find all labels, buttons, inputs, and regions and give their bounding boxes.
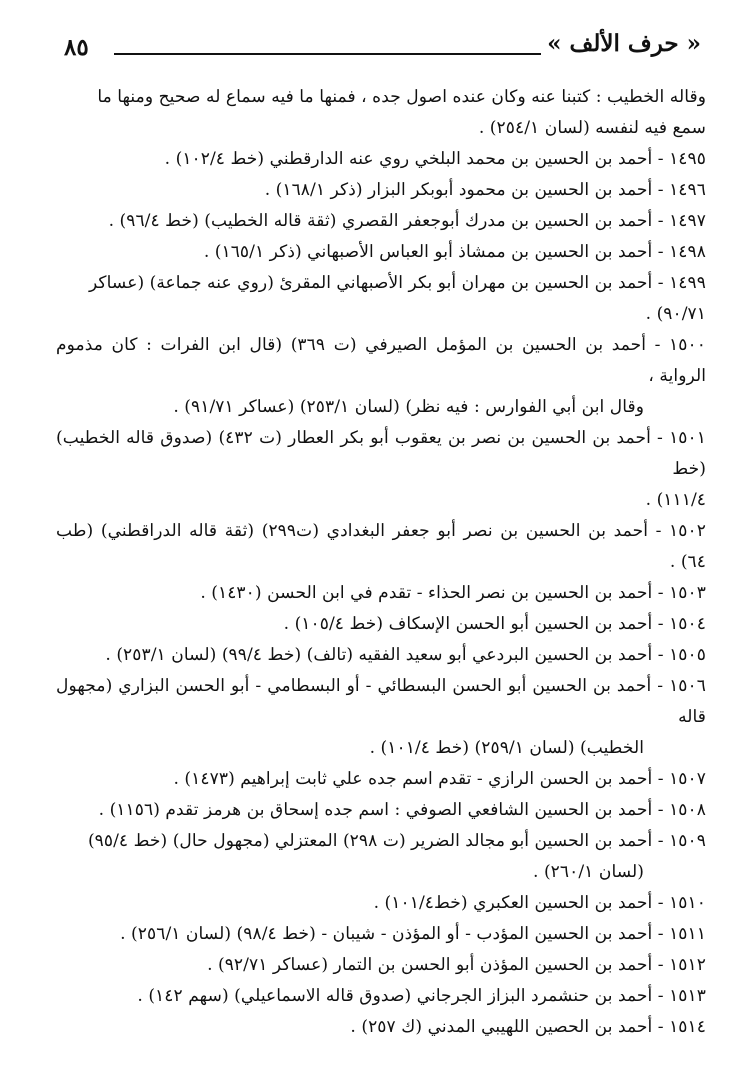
entry-1497 xyxy=(56,206,706,237)
entry-text: ١٥٠٢ - أحمد بن الحسين بن نصر أبو جعفر البغدادي (ت٢٩٩) (ثقة قاله الدراقطني) (طب ٦٤) . xyxy=(56,521,706,572)
entry-continuation: (لسان ٢٦٠/١) . xyxy=(533,862,644,882)
page-number: ٨٥ xyxy=(64,34,89,61)
entry-1509 xyxy=(56,826,706,888)
entry-text: ١٤٩٧ - أحمد بن الحسين بن مدرك أبوجعفر القصري (ثقة قاله الخطيب) (خط ٩٦/٤) . xyxy=(108,211,706,231)
entry-text: ١٥٠٠ - أحمد بن الحسين بن المؤمل الصيرفي (ت ٣٦٩) (قال ابن الفرات : كان مذموم الرواية ، xyxy=(56,335,706,386)
running-head: « حرف الألف » xyxy=(547,30,701,57)
entry-text: ١٥٠١ - أحمد بن الحسين بن نصر بن يعقوب أبو بكر العطار (ت ٤٣٢) (صدوق قاله الخطيب) (خط xyxy=(56,428,706,479)
entry-text: ١٥٠٩ - أحمد بن الحسين أبو مجالد الضرير (ت ٢٩٨) المعتزلي (مجهول حال) (خط ٩٥/٤) xyxy=(87,831,706,851)
entry-1498 xyxy=(56,237,706,268)
header-rule xyxy=(114,53,541,55)
entry-text: ١٥٠٦ - أحمد بن الحسين أبو الحسن البسطائي - أو البسطامي - أبو الحسن البزاري (مجهول قاله xyxy=(56,676,706,727)
entry-continuation: الخطيب) (لسان ٢٥٩/١) (خط ١٠١/٤) . xyxy=(369,738,644,758)
entry-text: ١٤٩٨ - أحمد بن الحسين بن ممشاذ أبو العباس الأصبهاني (ذكر ١٦٥/١) . xyxy=(203,242,706,262)
entry-text: ١٤٩٩ - أحمد بن الحسين بن مهران أبو بكر الأصبهاني المقرئ (روي عنه جماعة) (عساكر xyxy=(88,273,706,293)
entry-text: ١٥١٤ - أحمد بن الحصين اللهيبي المدني (ك ٢٥٧) . xyxy=(350,1017,706,1037)
entry-1501 xyxy=(56,423,706,516)
intro-paragraph xyxy=(56,82,706,144)
entry-text: ١٥٠٧ - أحمد بن الحسن الرازي - تقدم اسم جده علي ثابت إبراهيم (١٤٧٣) . xyxy=(173,769,706,789)
entry-text: ١٥١١ - أحمد بن الحسين المؤدب - أو المؤذن - شيبان - (خط ٩٨/٤) (لسان ٢٥٦/١) . xyxy=(120,924,706,944)
entry-text: ١٥٠٥ - أحمد بن الحسين البردعي أبو سعيد الفقيه (تالف) (خط ٩٩/٤) (لسان ٢٥٣/١) . xyxy=(105,645,706,665)
entry-1496 xyxy=(56,175,706,206)
entry-text: ١٥١٢ - أحمد بن الحسين المؤذن أبو الحسن بن التمار (عساكر ٩٢/٧١) . xyxy=(207,955,706,975)
entry-1507 xyxy=(56,764,706,795)
entry-text: ١٥٠٤ - أحمد بن الحسين أبو الحسن الإسكاف (خط ١٠٥/٤) . xyxy=(283,614,706,634)
entry-text: ١٥٠٨ - أحمد بن الحسين الشافعي الصوفي : اسم جده إسحاق بن هرمز تقدم (١١٥٦) . xyxy=(98,800,706,820)
entry-text: ١٥١٣ - أحمد بن حنشمرد البزاز الجرجاني (صدوق قاله الاسماعيلي) (سهم ١٤٢) . xyxy=(137,986,706,1006)
entry-1503 xyxy=(56,578,706,609)
entry-1505 xyxy=(56,640,706,671)
entry-1500 xyxy=(56,330,706,423)
entry-1514 xyxy=(56,1012,706,1043)
entry-continuation: ١١١/٤) . xyxy=(645,490,706,510)
entry-text: ١٥١٠ - أحمد بن الحسين العكبري (خط١٠١/٤) . xyxy=(373,893,706,913)
entry-1510 xyxy=(56,888,706,919)
entry-1499 xyxy=(56,268,706,330)
entry-1508 xyxy=(56,795,706,826)
entry-text: ١٥٠٣ - أحمد بن الحسين بن نصر الحذاء - تقدم في ابن الحسن (١٤٣٠) . xyxy=(200,583,706,603)
entry-text: ١٤٩٦ - أحمد بن الحسين بن محمود أبوبكر البزار (ذكر ١٦٨/١) . xyxy=(264,180,706,200)
entry-1502 xyxy=(56,516,706,578)
entry-continuation: ٩٠/٧١) . xyxy=(645,304,706,324)
intro-line-2: سمع فيه لنفسه (لسان ٢٥٤/١) . xyxy=(478,118,706,138)
entry-1506 xyxy=(56,671,706,764)
page-body xyxy=(56,82,706,1043)
entry-continuation: وقال ابن أبي الفوارس : فيه نظر) (لسان ٢٥٣/١) (عساكر ٩١/٧١) . xyxy=(173,397,644,417)
intro-line-1: وقاله الخطيب : كتبنا عنه وكان عنده اصول جده ، فمنها ما فيه سماع له صحيح ومنها ما xyxy=(97,87,706,107)
entry-text: ١٤٩٥ - أحمد بن الحسين بن محمد البلخي روي عنه الدارقطني (خط ١٠٢/٤) . xyxy=(164,149,706,169)
entry-1504 xyxy=(56,609,706,640)
entry-1513 xyxy=(56,981,706,1012)
entry-1511 xyxy=(56,919,706,950)
entry-1495 xyxy=(56,144,706,175)
page-header xyxy=(62,28,701,68)
entry-1512 xyxy=(56,950,706,981)
